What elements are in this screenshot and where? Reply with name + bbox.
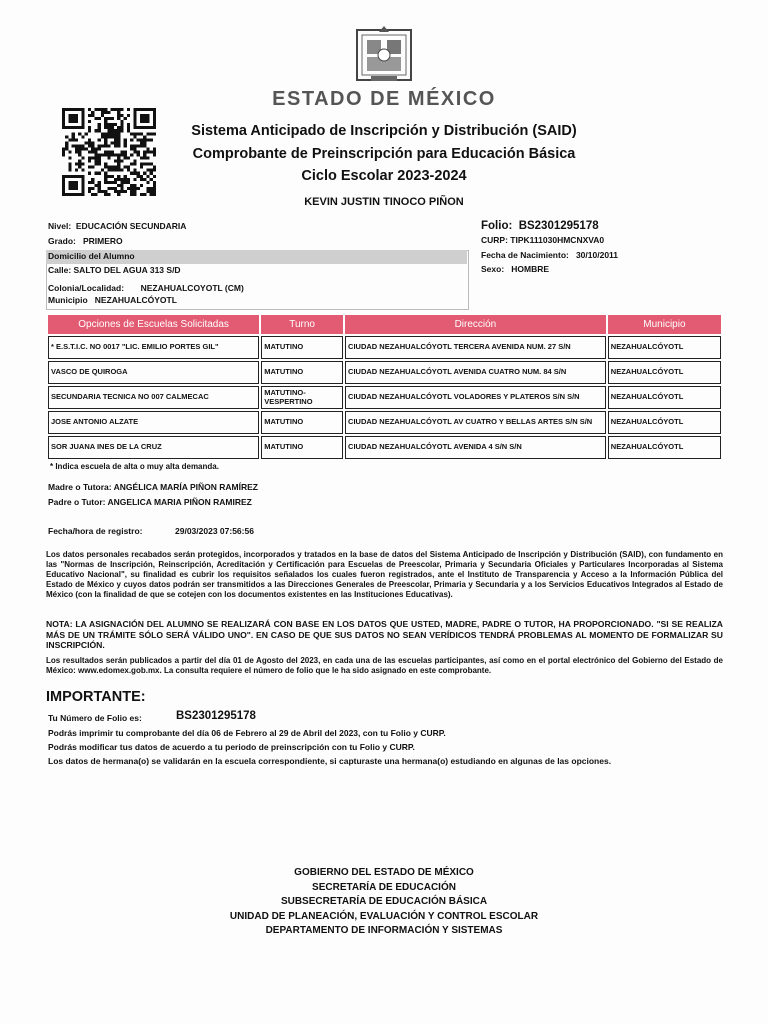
school-municipio: NEZAHUALCÓYOTL [608,411,721,434]
curp-row [481,235,604,245]
nacimiento-row [481,250,618,260]
title-line-ciclo: Ciclo Escolar 2023-2024 [301,168,467,184]
school-direccion: CIUDAD NEZAHUALCÓYOTL TERCERA AVENIDA NUM. 27 S/N [345,336,606,359]
table-row [48,411,721,434]
nivel-row [48,221,186,231]
importante-folio-value: BS2301295178 [176,710,256,722]
curp-label: CURP: [481,235,508,245]
madre-row [48,482,258,492]
header-direccion: Dirección [345,315,606,334]
folio-label: Folio: [481,220,513,232]
table-row [48,436,721,459]
student-name: KEVIN JUSTIN TINOCO PIÑON [304,196,464,208]
school-name: SECUNDARIA TECNICA NO 007 CALMECAC [48,386,259,409]
footer-secretaria: SECRETARÍA DE EDUCACIÓN [312,881,456,893]
state-seal-logo [353,24,415,86]
school-municipio: NEZAHUALCÓYOTL [608,361,721,384]
school-direccion: CIUDAD NEZAHUALCÓYOTL AVENIDA 4 S/N S/N [345,436,606,459]
sexo-row [481,264,549,274]
sexo-label: Sexo: [481,264,505,274]
qr-code [62,108,156,196]
madre-label: Madre o Tutora: [48,482,112,492]
colonia-label: Colonia/Localidad: [48,283,125,293]
privacy-paragraph: Los datos personales recabados serán protegidos, incorporados y tratados en la base de datos del Sistema Anticipado de Inscripción y Distribución (SAID), con fundamento en las "Normas de Inscripción, Reinscripción, Acreditación y Certificación para Escuelas de Preescolar, Primaria y Secundaria Oficiales y Particulares Incorporadas al Sistema Educativo Nacional", su finalidad es cubrir los requisitos señalados los cuales fueron registrados, ante el Instituto de Transparencia y Acceso a la Información Pública del Estado de México y cuyos datos podrán ser transmitidos a las Direcciones Generales de Preescolar, Primaria y Secundaria y a los Servicios Educativos Integrados al Estado de México (con la finalidad de que se cotejen con los documentos existentes en las Instituciones Educativas). [46,550,723,599]
table-row [48,386,721,409]
title-line-comprobante: Comprobante de Preinscripción para Educación Básica [192,145,576,162]
folio-row [481,220,599,232]
nacimiento-value: 30/10/2011 [575,250,619,260]
padre-value: ANGELICA MARIA PIÑON RAMIREZ [107,497,252,507]
footer-subsecretaria: SUBSECRETARÍA DE EDUCACIÓN BÁSICA [280,896,488,908]
folio-value: BS2301295178 [518,220,599,232]
demand-note: * Indica escuela de alta o muy alta demanda. [50,462,219,471]
importante-heading: IMPORTANTE: [46,689,146,705]
school-name: JOSE ANTONIO ALZATE [48,411,259,434]
madre-value: ANGÉLICA MARÍA PIÑON RAMÍREZ [113,482,258,492]
table-header-row [48,315,721,334]
grado-label: Grado: [48,236,76,246]
school-turno: MATUTINO [261,336,343,359]
padre-label: Padre o Tutor: [48,497,106,507]
document-title [160,120,608,188]
municipio-label: Municipio [48,295,88,305]
title-line-said: Sistema Anticipado de Inscripción y Distribución (SAID) [191,123,577,139]
municipio-row [48,295,177,305]
nacimiento-label: Fecha de Nacimiento: [481,250,569,260]
header-escuelas: Opciones de Escuelas Solicitadas [48,315,259,334]
footer-unidad: UNIDAD DE PLANEACIÓN, EVALUACIÓN Y CONTROL ESCOLAR [229,910,539,922]
school-direccion: CIUDAD NEZAHUALCÓYOTL AV CUATRO Y BELLAS ARTES S/N S/N [345,411,606,434]
municipio-value: NEZAHUALCÓYOTL [94,295,177,305]
header-turno: Turno [261,315,343,334]
school-municipio: NEZAHUALCÓYOTL [608,386,721,409]
padre-row [48,497,252,507]
nivel-label: Nivel: [48,221,72,231]
registro-label: Fecha/hora de registro: [48,526,143,536]
schools-table [46,313,723,461]
resultados-paragraph: Los resultados serán publicados a partir del día 01 de Agosto del 2023, en cada una de las escuelas participantes, así como en el portal electrónico del Gobierno del Estado de México: www.edomex.gob.mx. La consulta requiere el número de folio que le ha sido asignado en este comprobante. [46,656,723,675]
nota-paragraph: NOTA: LA ASIGNACIÓN DEL ALUMNO SE REALIZARÁ CON BASE EN LOS DATOS QUE USTED, MADRE, PADRE O TUTOR, HA PROPORCIONADO. "SI SE REALIZA MÁS DE UN TRÁMITE SÓLO SERÁ VÁLIDO UNO". EN CASO DE QUE SUS DATOS NO SEAN VERÍDICOS TENDRÁ PROBLEMAS AL MOMENTO DE FORMALIZAR SU INSCRIPCIÓN. [46,619,723,651]
school-name: SOR JUANA INES DE LA CRUZ [48,436,259,459]
importante-line3: Los datos de hermana(o) se validarán en la escuela correspondiente, si capturaste una hermana(o) estudiando en algunas de las opciones. [48,756,612,766]
table-row [48,361,721,384]
school-municipio: NEZAHUALCÓYOTL [608,436,721,459]
address-header-label: Domicilio del Alumno [48,251,135,261]
school-turno: MATUTINO [261,361,343,384]
school-turno: MATUTINO [261,436,343,459]
grado-row [48,236,123,246]
footer [0,866,768,939]
colonia-row [48,283,244,293]
school-name: VASCO DE QUIROGA [48,361,259,384]
school-direccion: CIUDAD NEZAHUALCÓYOTL VOLADORES Y PLATEROS S/N S/N [345,386,606,409]
sexo-value: HOMBRE [511,264,550,274]
importante-line2: Podrás modificar tus datos de acuerdo a tu periodo de preinscripción con tu Folio y CURP. [48,742,415,752]
table-row [48,336,721,359]
registro-value: 29/03/2023 07:56:56 [175,526,254,536]
school-name: * E.S.T.I.C. NO 0017 "LIC. EMILIO PORTES GIL" [48,336,259,359]
footer-gobierno: GOBIERNO DEL ESTADO DE MÉXICO [294,867,474,878]
state-name: ESTADO DE MÉXICO [272,88,496,110]
school-direccion: CIUDAD NEZAHUALCÓYOTL AVENIDA CUATRO NUM. 84 S/N [345,361,606,384]
school-turno: MATUTINO [261,411,343,434]
header-municipio: Municipio [608,315,721,334]
nivel-value: EDUCACIÓN SECUNDARIA [75,221,187,231]
grado-value: PRIMERO [82,236,123,246]
colonia-value: NEZAHUALCOYOTL (CM) [140,283,244,293]
importante-folio-label: Tu Número de Folio es: [48,713,142,723]
calle-value: Calle: SALTO DEL AGUA 313 S/D [48,265,181,275]
school-municipio: NEZAHUALCÓYOTL [608,336,721,359]
importante-line1: Podrás imprimir tu comprobante del día 06 de Febrero al 29 de Abril del 2023, con tu Folio y CURP. [48,728,446,738]
school-turno: MATUTINO-VESPERTINO [261,386,343,409]
curp-value: TIPK111030HMCNXVA0 [510,235,605,245]
footer-departamento: DEPARTAMENTO DE INFORMACIÓN Y SISTEMAS [265,925,503,937]
